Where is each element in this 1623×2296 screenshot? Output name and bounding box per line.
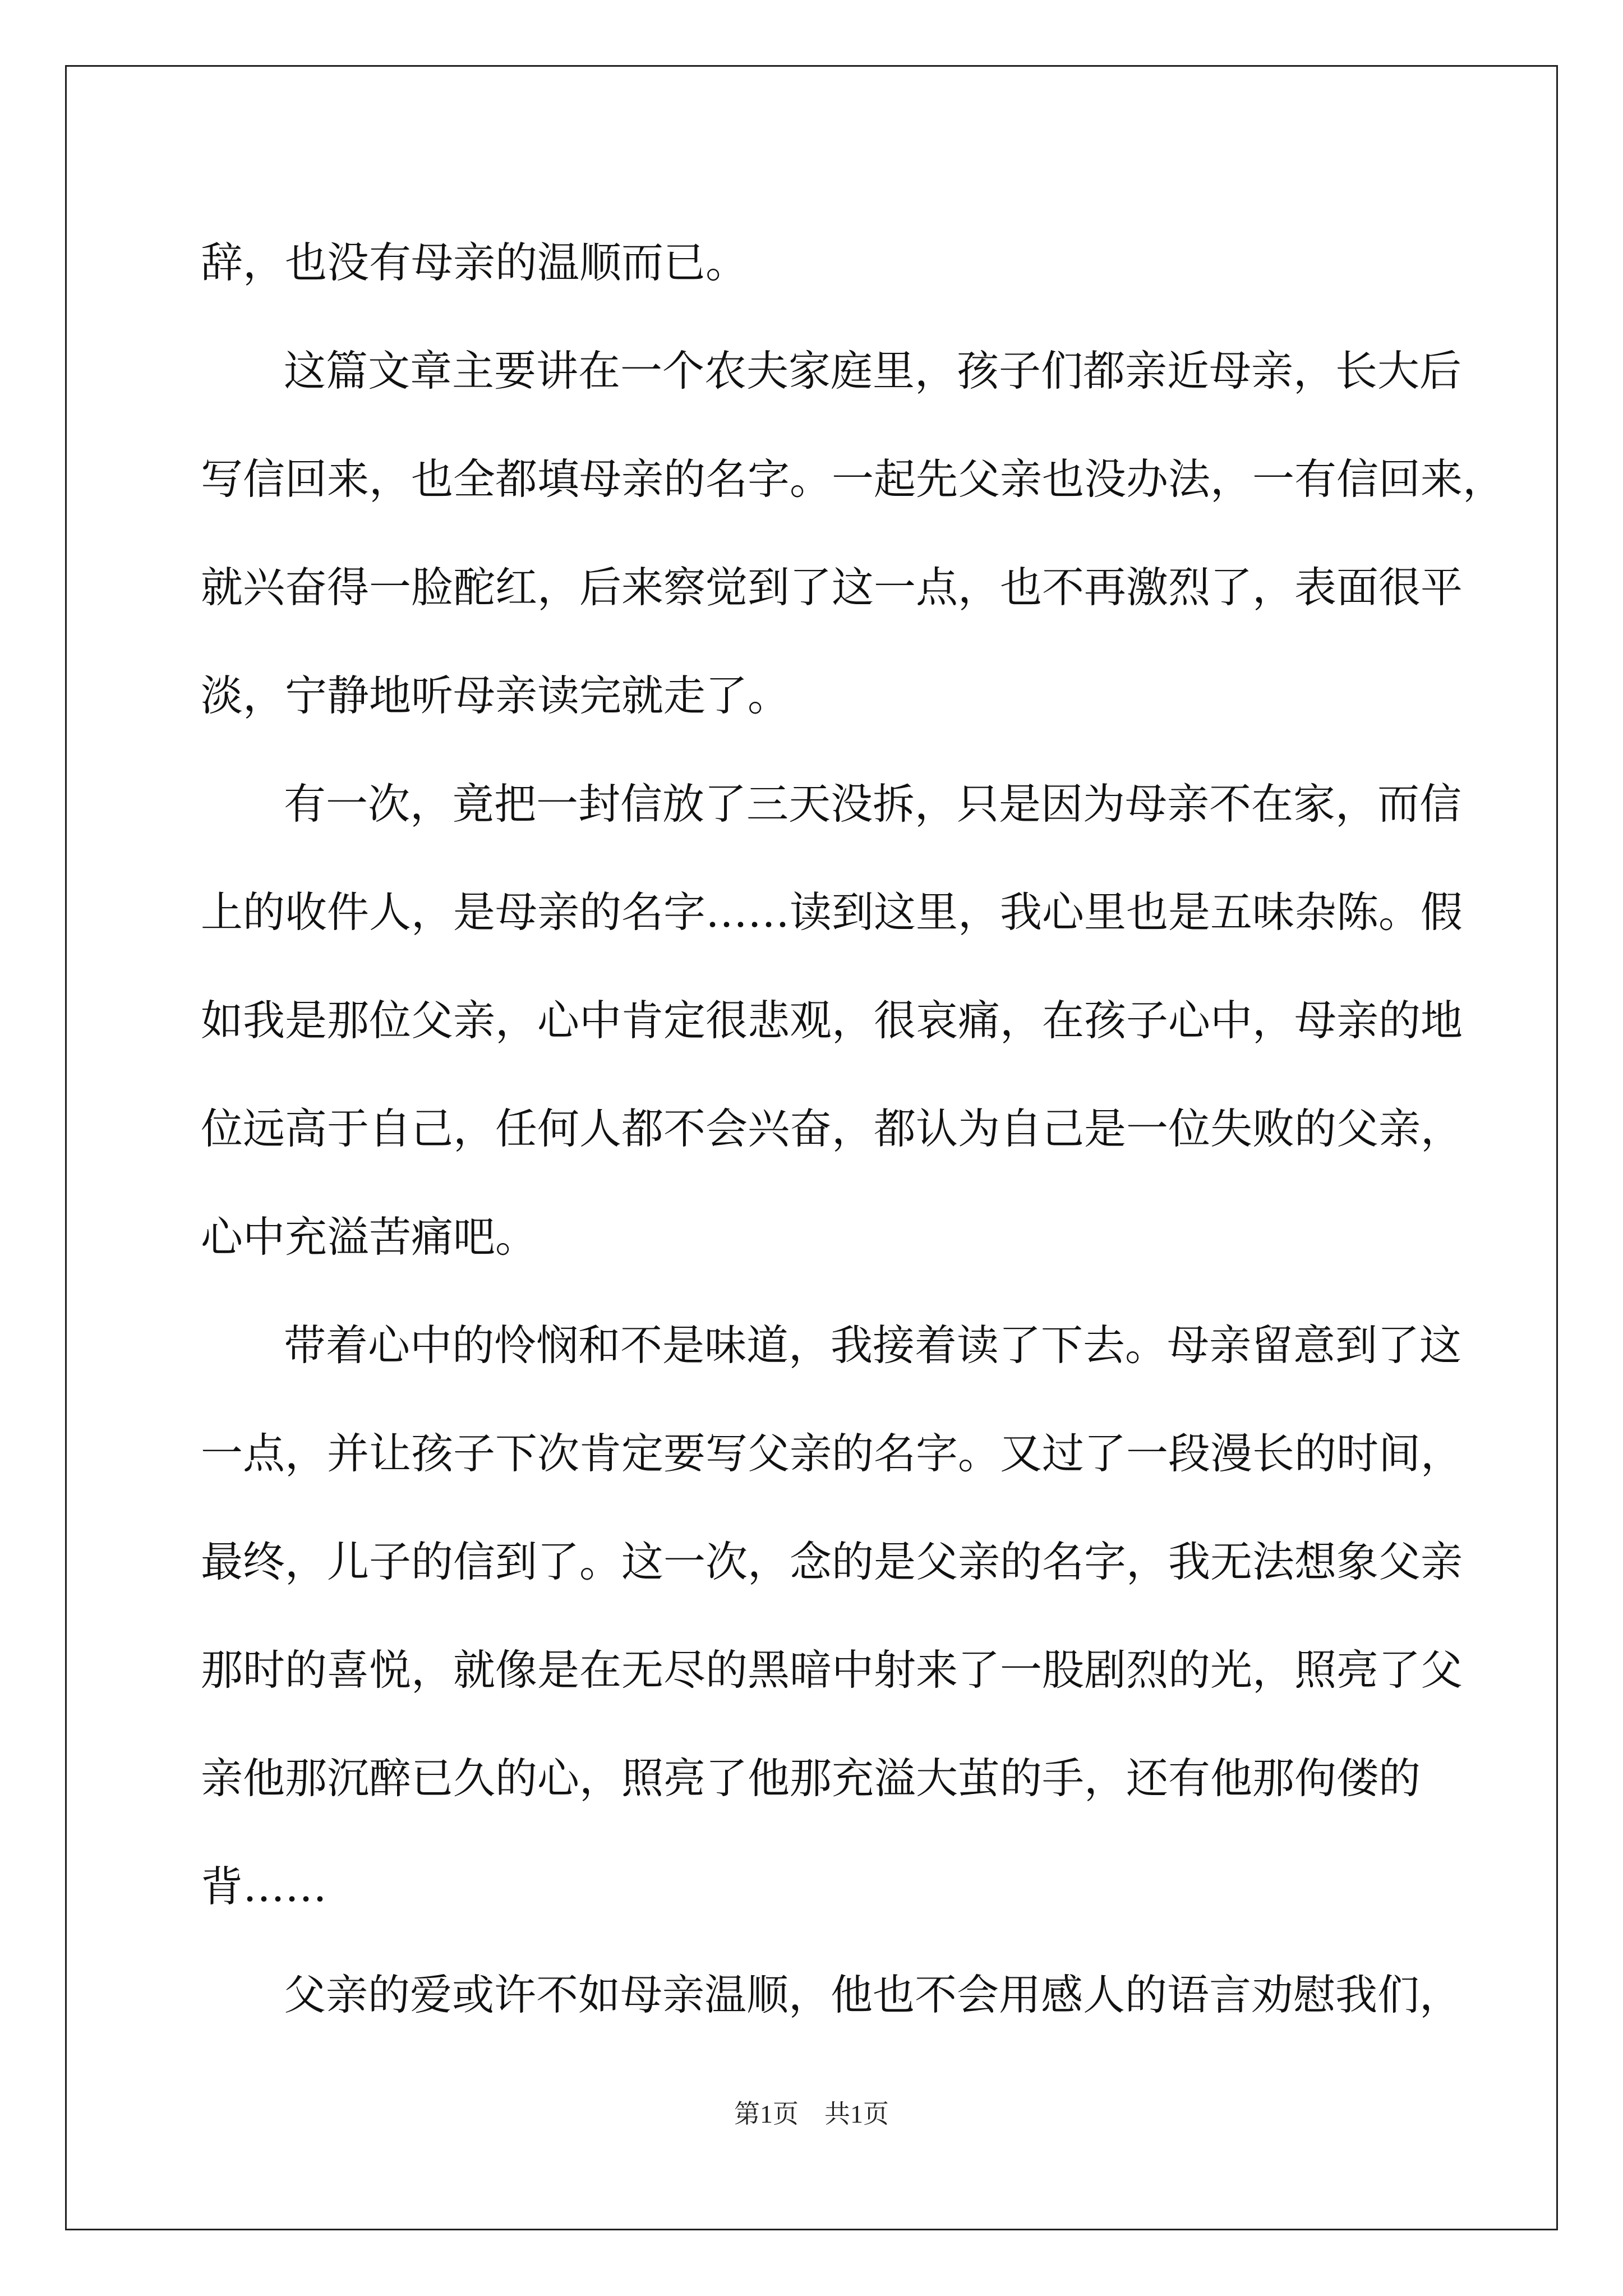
text-line: 辞，也没有母亲的温顺而已。	[201, 238, 748, 287]
text-line: 一点，并让孩子下次肯定要写父亲的名字。又过了一段漫长的时间，	[201, 1429, 1463, 1478]
text-line: 写信回来，也全都填母亲的名字。一起先父亲也没办法，一有信回来，	[201, 454, 1505, 504]
text-line: 父亲的爱或许不如母亲温顺，他也不会用感人的语言劝慰我们，	[284, 1970, 1462, 2019]
text-line: 上的收件人，是母亲的名字……读到这里，我心里也是五味杂陈。假	[201, 887, 1463, 937]
text-line: 背……	[201, 1862, 328, 1911]
page-number-footer: 第1页 共1页	[734, 2100, 889, 2128]
text-line: 心中充溢苦痛吧。	[201, 1212, 538, 1262]
text-line: 就兴奋得一脸酡红，后来察觉到了这一点，也不再激烈了，表面很平	[201, 563, 1463, 612]
text-line: 淡，宁静地听母亲读完就走了。	[201, 671, 790, 720]
text-line: 这篇文章主要讲在一个农夫家庭里，孩子们都亲近母亲，长大后	[284, 346, 1462, 395]
text-line: 亲他那沉醉已久的心，照亮了他那充溢大茧的手，还有他那佝偻的	[201, 1754, 1421, 1803]
text-line: 有一次，竟把一封信放了三天没拆，只是因为母亲不在家，而信	[284, 779, 1462, 829]
text-line: 带着心中的怜悯和不是味道，我接着读了下去。母亲留意到了这	[284, 1320, 1462, 1370]
text-line: 那时的喜悦，就像是在无尽的黑暗中射来了一股剧烈的光，照亮了父	[201, 1645, 1463, 1695]
text-line: 位远高于自己，任何人都不会兴奋，都认为自己是一位失败的父亲，	[201, 1104, 1463, 1153]
text-line: 如我是那位父亲，心中肯定很悲观，很哀痛，在孩子心中，母亲的地	[201, 996, 1463, 1045]
text-line: 最终，儿子的信到了。这一次，念的是父亲的名字，我无法想象父亲	[201, 1537, 1463, 1586]
document-body	[201, 209, 1505, 2049]
